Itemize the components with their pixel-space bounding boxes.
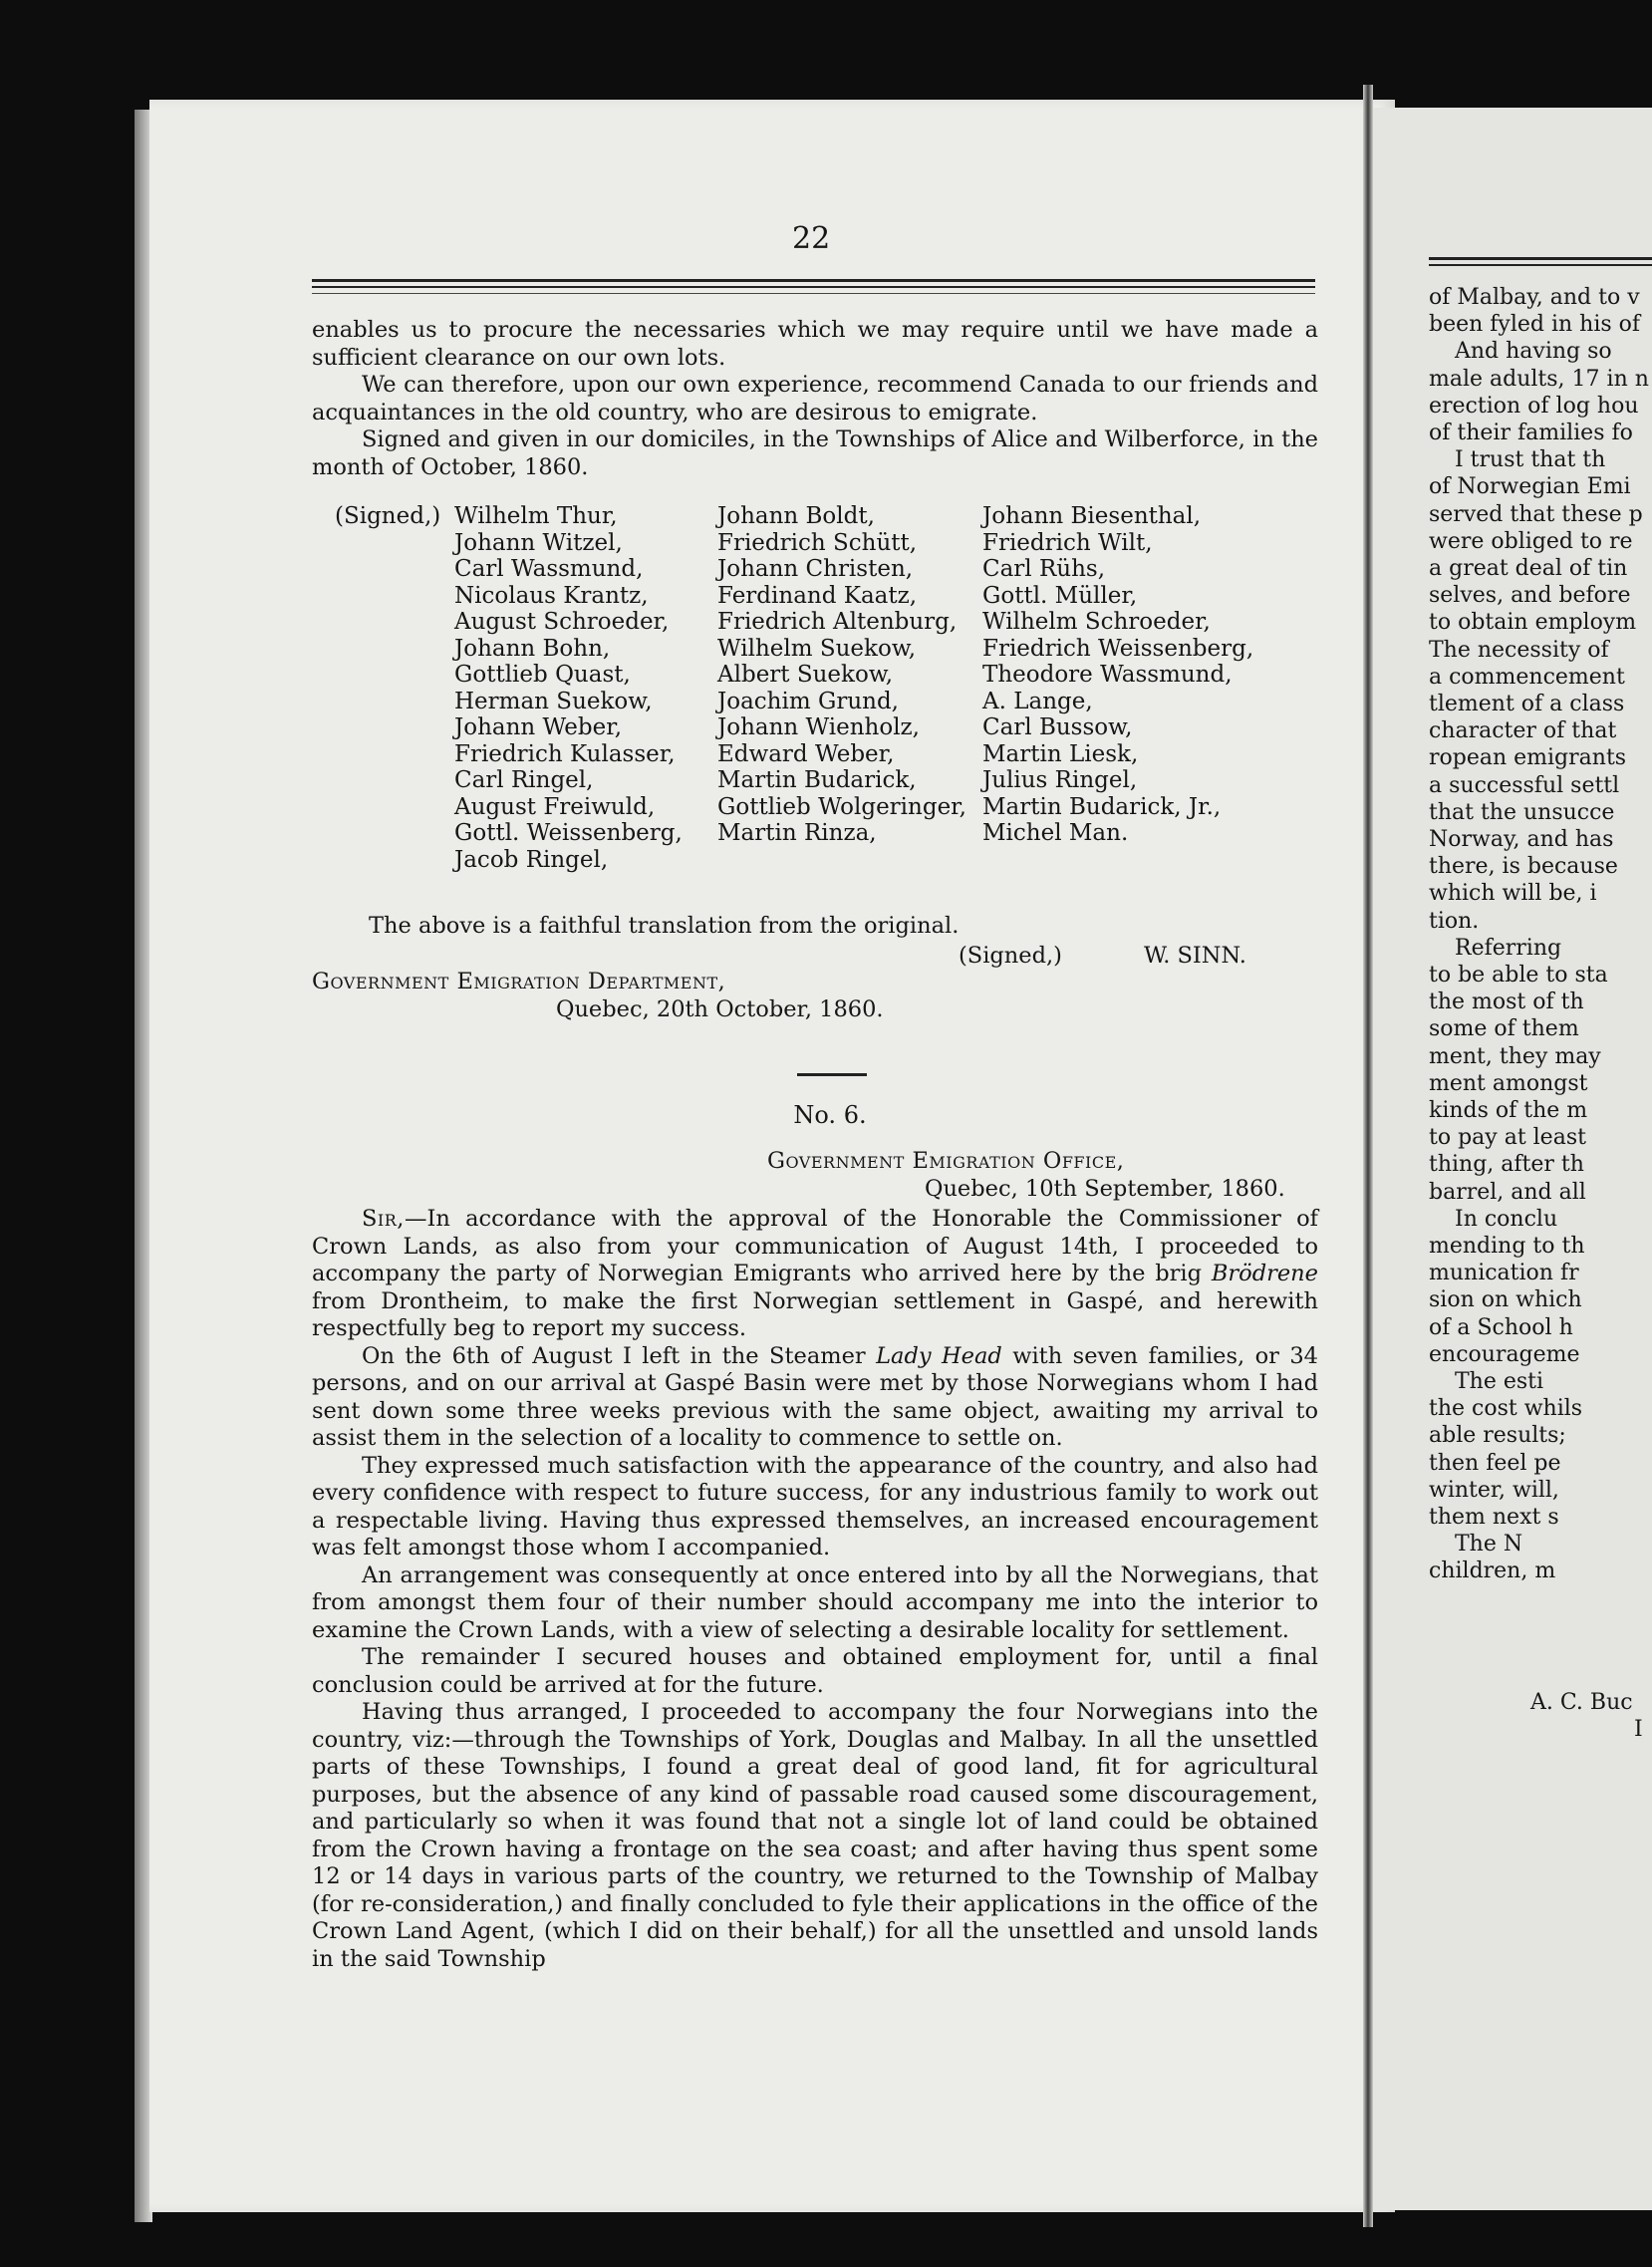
signature-name: Ferdinand Kaatz,	[717, 582, 918, 609]
right-page-line: able results;	[1429, 1423, 1566, 1449]
book-spine	[1363, 85, 1373, 2227]
signature-name: Gottl. Weissenberg,	[454, 820, 683, 846]
right-page-line: children, m	[1429, 1559, 1556, 1584]
right-page-line: of a School h	[1429, 1314, 1573, 1340]
signature-name: August Schroeder,	[454, 609, 670, 635]
signature-name: Friedrich Weissenberg,	[982, 635, 1254, 662]
right-page-line: of their families fo	[1429, 421, 1633, 445]
steamer-name: Lady Head	[876, 1342, 1002, 1369]
right-page-line: were obliged to re	[1429, 528, 1633, 554]
right-page-line: mending to th	[1429, 1234, 1585, 1259]
right-page-line: then feel pe	[1429, 1450, 1561, 1476]
office-name: Government Emigration Office,	[767, 1148, 1125, 1174]
signature-column-1	[454, 503, 683, 873]
right-page-line: In conclu	[1455, 1206, 1558, 1232]
right-page-line: of Norwegian Emi	[1429, 474, 1631, 500]
translator-signed: (Signed,)	[959, 943, 1062, 969]
signature-name: Joachim Grund,	[717, 688, 899, 714]
signature-name: Martin Liesk,	[982, 740, 1139, 767]
letter-paragraph: Having thus arranged, I proceeded to accompany the four Norwegians into the country, viz:—through the Townships of York, Douglas and Malbay. In all the unsettled parts of these Townships, I found a great deal of good land, fit for agricultural purposes, but the absence of any kind of passable road caused some discouragement, and particularly so when it was found that not a single lot of land could be obtained from the Crown having a frontage on the sea coast; and after having thus spent some 12 or 14 days in various parts of the country, we returned to the Township of Malbay (for re-consideration,) and finally concluded to fyle their applications in the office of the Crown Land Agent, (which I did on their behalf,) for all the unsettled and unsold lands in the said Township	[312, 1699, 1318, 1972]
signature-name: August Freiwuld,	[454, 793, 656, 820]
right-page-line: Referring	[1455, 935, 1562, 961]
signature-name: Martin Rinza,	[717, 820, 877, 846]
department-date: Quebec, 20th October, 1860.	[556, 996, 884, 1022]
signature-name: Johann Wienholz,	[717, 714, 920, 740]
right-page-line: that the unsucce	[1429, 799, 1615, 825]
right-page-line: barrel, and all	[1429, 1179, 1586, 1205]
paragraph: We can therefore, upon our own experience, recommend Canada to our friends and acquaintances in the old country, who are desirous to emigrate.	[312, 372, 1318, 425]
paragraph: enables us to procure the necessaries which we may require until we have made a sufficient clearance on our own lots.	[312, 317, 1318, 371]
signature-name: Johann Christen,	[717, 556, 914, 582]
header-rule	[312, 279, 1315, 282]
right-page-line: served that these p	[1429, 501, 1643, 527]
right-page-line: them next s	[1429, 1505, 1559, 1530]
letter-paragraph: Sir,—In accordance with the approval of the Honorable the Commissioner of Crown Lands, as also from your communication of August 14th, I proceeded to accompany the party of Norwegian Emigrants who arrived here by the brig Brödrene from Drontheim, to make the first Norwegian settlement in Gaspé, and herewith respectfully beg to report my success.	[312, 1206, 1318, 1341]
right-page-line: tlement of a class	[1429, 692, 1625, 716]
office-date: Quebec, 10th September, 1860.	[925, 1176, 1285, 1202]
right-page-line: character of that	[1429, 718, 1617, 744]
signed-label: (Signed,)	[335, 503, 441, 529]
signature-name: Gottlieb Wolgeringer,	[717, 793, 966, 820]
right-page-line: kinds of the m	[1429, 1098, 1588, 1123]
right-page-line: to obtain employm	[1429, 610, 1637, 636]
paragraph: Signed and given in our domiciles, in the Townships of Alice and Wilberforce, in the month of October, 1860.	[312, 426, 1318, 480]
right-page-signature-2: I	[1634, 1717, 1643, 1742]
right-page-line: tion.	[1429, 908, 1480, 934]
signature-name: Gottlieb Quast,	[454, 662, 631, 688]
signature-name: Albert Suekow,	[717, 662, 894, 688]
right-page-line: Norway, and has	[1429, 827, 1614, 852]
right-page-line: a commencement	[1429, 664, 1625, 690]
translation-note: The above is a faithful translation from the original.	[369, 913, 960, 939]
right-page-line: encourageme	[1429, 1341, 1580, 1367]
signature-name: A. Lange,	[982, 688, 1093, 714]
signature-name: Wilhelm Thur,	[454, 503, 618, 529]
right-page-line: the most of th	[1429, 990, 1584, 1015]
signature-name: Carl Bussow,	[982, 714, 1133, 740]
signature-name: Theodore Wassmund,	[982, 662, 1233, 688]
right-header-rule	[1429, 264, 1652, 266]
signature-name: Johann Weber,	[454, 714, 623, 740]
signature-name: Johann Boldt,	[717, 503, 875, 529]
signature-name: Carl Wassmund,	[454, 556, 644, 582]
right-page-line: been fyled in his of	[1429, 312, 1641, 338]
right-page-line: The N	[1455, 1532, 1523, 1558]
right-page-line: ment amongst	[1429, 1070, 1588, 1096]
right-page-line: munication fr	[1429, 1261, 1579, 1286]
right-page-line: erection of log hou	[1429, 393, 1639, 419]
right-page-signature: A. C. Buc	[1530, 1690, 1633, 1715]
right-page-line: ment, they may	[1429, 1043, 1601, 1069]
signature-name: Michel Man.	[982, 820, 1129, 846]
signature-column-3	[982, 503, 1253, 847]
signature-name: Edward Weber,	[717, 740, 895, 767]
signature-name: Gottl. Müller,	[982, 582, 1138, 609]
signature-name: Martin Budarick, Jr.,	[982, 793, 1222, 820]
section-divider	[797, 1073, 867, 1076]
right-page-line: The necessity of	[1429, 637, 1609, 663]
right-page-line: the cost whils	[1429, 1396, 1583, 1422]
right-page-line: ropean emigrants	[1429, 745, 1627, 771]
right-page-line: there, is because	[1429, 854, 1618, 880]
signature-name: Herman Suekow,	[454, 688, 653, 714]
letter-paragraph: On the 6th of August I left in the Steamer Lady Head with seven families, or 34 persons, and on our arrival at Gaspé Basin were met by those Norwegians whom I had sent down some three weeks previous with the same object, awaiting my arrival to assist them in the selection of a locality to commence to settle on.	[312, 1342, 1318, 1451]
top-paragraphs	[312, 317, 1318, 481]
signature-name: Julius Ringel,	[982, 767, 1138, 793]
letter-body	[312, 1206, 1318, 1973]
signature-name: Friedrich Schütt,	[717, 529, 918, 556]
signature-name: Carl Ringel,	[454, 767, 594, 793]
translator-name: W. SINN.	[1144, 943, 1246, 969]
right-page-line: selves, and before	[1429, 583, 1631, 609]
right-page-line: a successful settl	[1429, 772, 1620, 798]
signature-name: Jacob Ringel,	[454, 846, 609, 873]
section-heading: No. 6.	[793, 1101, 867, 1129]
header-rule	[312, 293, 1315, 294]
right-page-line: to be able to sta	[1429, 963, 1608, 988]
signature-name: Nicolaus Krantz,	[454, 582, 649, 609]
signature-name: Martin Budarick,	[717, 767, 917, 793]
letter-paragraph: An arrangement was consequently at once entered into by all the Norwegians, that from amongst them four of their number should accompany me into the interior to examine the Crown Lands, with a view of selecting a desirable locality for settlement.	[312, 1561, 1318, 1643]
page-number: 22	[792, 221, 831, 256]
signature-name: Wilhelm Suekow,	[717, 635, 917, 662]
signature-name: Friedrich Altenburg,	[717, 609, 958, 635]
right-page-line: some of them	[1429, 1016, 1579, 1042]
letter-paragraph: The remainder I secured houses and obtained employment for, until a final conclusion could be arrived at for the future.	[312, 1644, 1318, 1698]
signature-name: Johann Witzel,	[454, 529, 623, 556]
department-name: Government Emigration Department,	[312, 969, 726, 994]
signature-column-2	[717, 503, 966, 847]
header-rule	[312, 286, 1315, 288]
right-header-rule	[1429, 257, 1652, 260]
right-page-line: The esti	[1455, 1369, 1544, 1394]
signature-name: Carl Rühs,	[982, 556, 1106, 582]
right-page-line: I trust that th	[1455, 447, 1606, 473]
right-page-line: sion on which	[1429, 1287, 1582, 1313]
right-page-line: which will be, i	[1429, 881, 1597, 907]
right-page-line: a great deal of tin	[1429, 556, 1628, 581]
letter-paragraph: They expressed much satisfaction with the appearance of the country, and also had every confidence with respect to future success, for any industrious family to work out a respectable living. Having thus expressed themselves, an increased encouragement was felt amongst those whom I accompanied.	[312, 1452, 1318, 1560]
right-page-line: male adults, 17 in n	[1429, 366, 1649, 392]
salutation: Sir,	[362, 1206, 405, 1232]
signature-name: Wilhelm Schroeder,	[982, 609, 1211, 635]
right-page-line: And having so	[1455, 339, 1612, 365]
signature-name: Friedrich Wilt,	[982, 529, 1153, 556]
signature-name: Johann Bohn,	[454, 635, 611, 662]
signature-name: Friedrich Kulasser,	[454, 740, 676, 767]
ship-name: Brödrene	[1211, 1261, 1318, 1286]
right-page-line: thing, after th	[1429, 1152, 1584, 1178]
signature-name: Johann Biesenthal,	[982, 503, 1202, 529]
right-page-line: of Malbay, and to v	[1429, 285, 1640, 310]
right-page-line: to pay at least	[1429, 1125, 1586, 1151]
right-page-line: winter, will,	[1429, 1477, 1559, 1503]
